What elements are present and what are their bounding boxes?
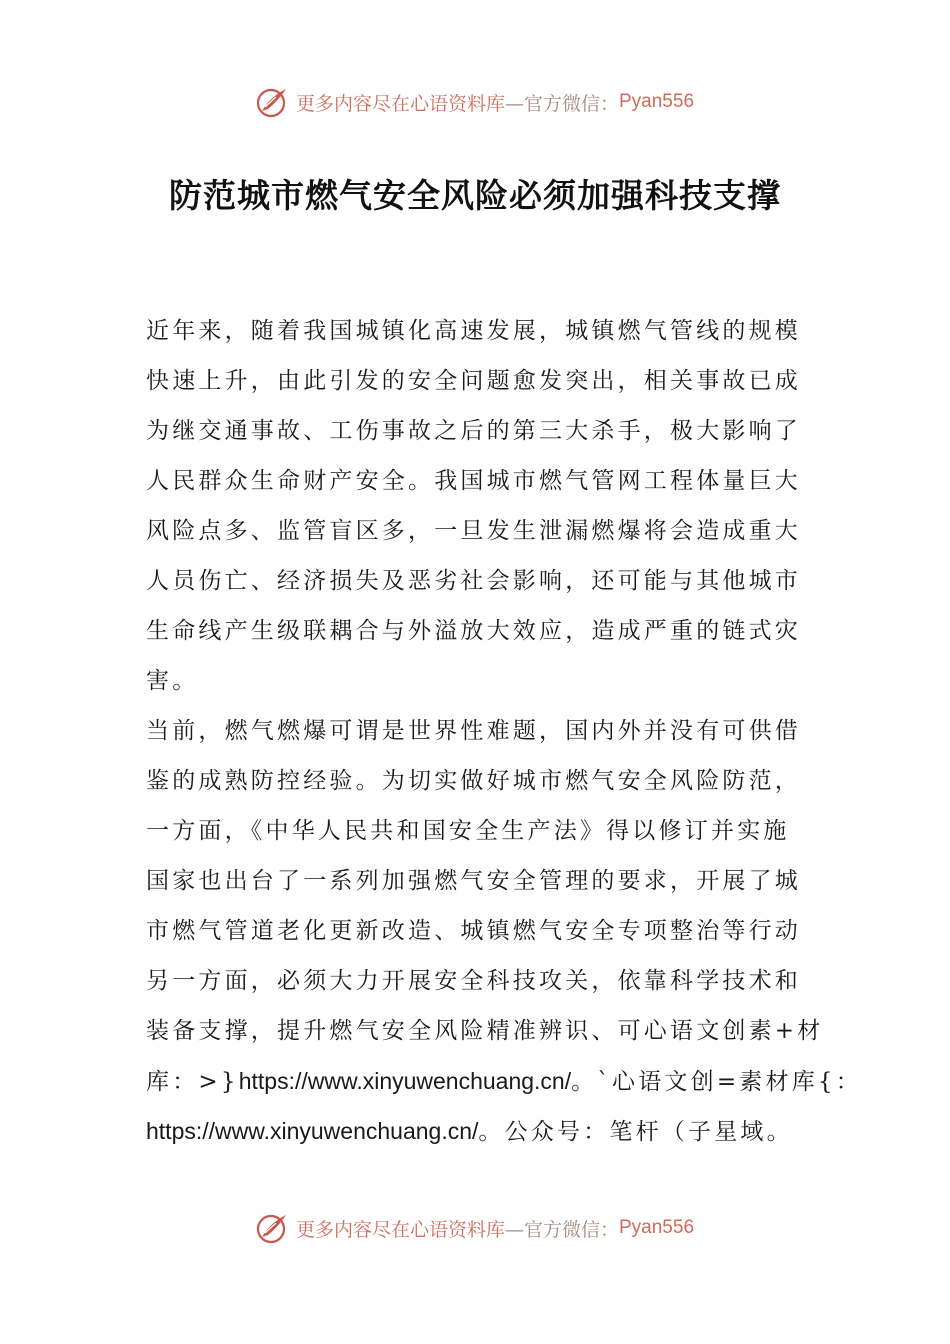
text-fragment: 。公众号：笔杆（子星域。 [478, 1119, 793, 1145]
header-banner-text: 更多内容尽在心语资料库 [295, 92, 505, 115]
text-line: 一方面，《中华人民共和国安全生产法》得以修订并实施 [146, 818, 790, 844]
paragraph-1 [146, 306, 816, 706]
text-line: 风险点多、监管盲区多，一旦发生泄漏燃爆将会造成重大 [146, 518, 801, 544]
footer-banner-sub: —官方微信： [504, 1218, 619, 1241]
footer-wechat-id: Pyan556 [619, 1217, 695, 1238]
text-line: 为继交通事故、工伤事故之后的第三大杀手，极大影响了 [146, 418, 801, 444]
text-line: 人员伤亡、经济损失及恶劣社会影响，还可能与其他城市 [146, 568, 801, 594]
text-line: 市燃气管道老化更新改造、城镇燃气安全专项整治等行动 [146, 918, 801, 944]
text-line: 害。 [146, 668, 199, 694]
paragraph-2 [146, 706, 862, 1156]
header-banner-sub: —官方微信： [504, 92, 619, 115]
text-line: 鉴的成熟防控经验。为切实做好城市燃气安全风险防范， [146, 768, 801, 794]
footer-banner-text: 更多内容尽在心语资料库 [295, 1218, 505, 1241]
header-banner [0, 82, 950, 122]
text-line: 装备支撑，提升燃气安全风险精准辨识、可心语文创素+材 [146, 1018, 824, 1044]
text-line: 生命线产生级联耦合与外溢放大效应，造成严重的链式灾 [146, 618, 801, 644]
text-line: 另一方面，必须大力开展安全科技攻关，依靠科学技术和 [146, 968, 801, 994]
text-line-mixed [146, 1056, 862, 1106]
text-fragment: 。`心语文创=素材库{： [571, 1069, 862, 1095]
document-title: 防范城市燃气安全风险必须加强科技支撑 [169, 176, 781, 215]
document-body [146, 306, 862, 1156]
text-line: 当前，燃气燃爆可谓是世界性难题，国内外并没有可供借 [146, 718, 801, 744]
website-link[interactable]: https://www.xinyuwenchuang.cn/ [238, 1068, 572, 1094]
footer-banner [0, 1208, 950, 1248]
text-fragment: 库：>} [146, 1069, 239, 1095]
quill-logo-icon [256, 85, 290, 119]
website-link[interactable]: https://www.xinyuwenchuang.cn/ [146, 1118, 479, 1144]
text-line: 国家也出台了一系列加强燃气安全管理的要求，开展了城 [146, 868, 801, 894]
quill-logo-icon [256, 1211, 290, 1245]
header-wechat-id: Pyan556 [619, 91, 695, 112]
text-line: 快速上升，由此引发的安全问题愈发突出，相关事故已成 [146, 368, 801, 394]
text-line: 近年来，随着我国城镇化高速发展，城镇燃气管线的规模 [146, 318, 801, 344]
text-line-mixed [146, 1106, 816, 1156]
text-line: 人民群众生命财产安全。我国城市燃气管网工程体量巨大 [146, 468, 801, 494]
